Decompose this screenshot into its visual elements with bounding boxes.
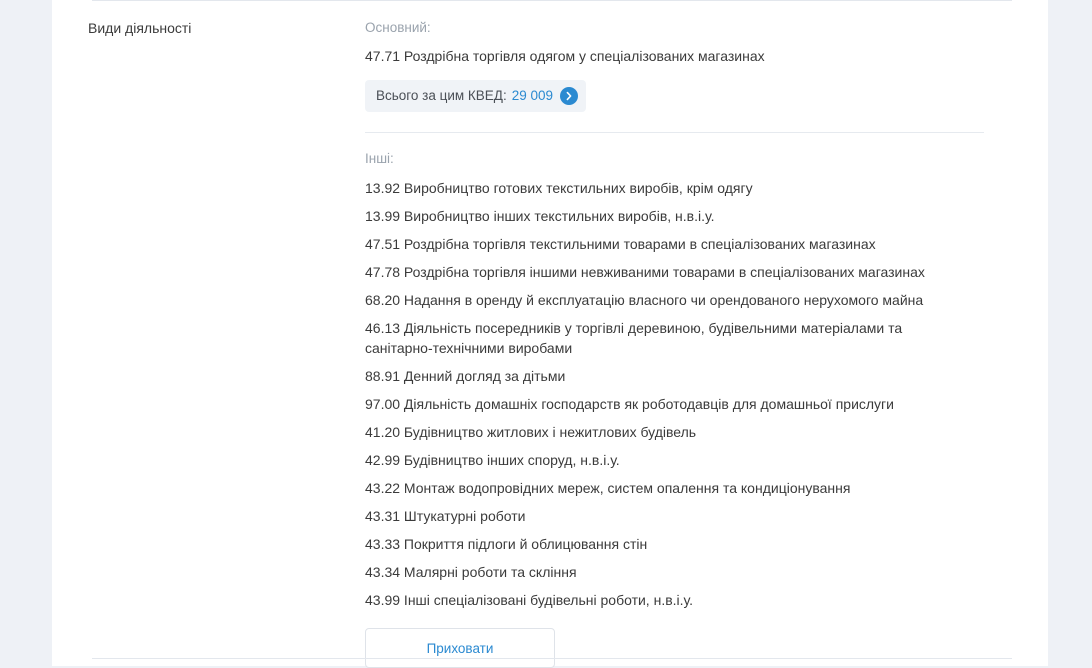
list-item: 13.92 Виробництво готових текстильних виробів, крім одягу <box>365 180 753 196</box>
list-item: 43.34 Малярні роботи та скління <box>365 564 577 580</box>
kved-total-value: 29 009 <box>511 88 553 103</box>
list-item: 88.91 Денний догляд за дітьми <box>365 368 566 384</box>
list-item: 41.20 Будівництво житлових і нежитлових будівель <box>365 424 697 440</box>
other-activities-list <box>365 178 1005 610</box>
main-activity-heading: Основний: <box>365 20 431 35</box>
kved-total-pill[interactable] <box>365 80 586 112</box>
right-gutter <box>1048 0 1092 666</box>
list-item: 43.33 Покриття підлоги й облицювання стін <box>365 536 648 552</box>
activities-label: Види діяльності <box>88 20 192 36</box>
chevron-right-icon[interactable] <box>560 87 578 105</box>
hide-button[interactable]: Приховати <box>365 628 555 668</box>
list-item: 68.20 Надання в оренду й експлуатацію власного чи орендованого нерухомого майна <box>365 292 924 308</box>
list-item: 46.13 Діяльність посередників у торгівлі деревиною, будівельними матеріалами та санітарно-технічними виробами <box>365 320 903 356</box>
kved-total-label: Всього за цим КВЕД: <box>376 88 507 103</box>
activities-card <box>52 0 1048 666</box>
section-divider <box>365 132 984 133</box>
list-item: 43.22 Монтаж водопровідних мереж, систем опалення та кондиціонування <box>365 480 851 496</box>
other-activities-heading: Інші: <box>365 151 394 166</box>
activities-row <box>52 0 1048 668</box>
list-item: 43.31 Штукатурні роботи <box>365 508 526 524</box>
list-item: 47.78 Роздрібна торгівля іншими невживаними товарами в спеціалізованих магазинах <box>365 264 925 280</box>
main-activity-text: 47.71 Роздрібна торгівля одягом у спеціалізованих магазинах <box>365 48 765 64</box>
list-item: 42.99 Будівництво інших споруд, н.в.і.у. <box>365 452 620 468</box>
activities-value-column <box>365 18 1005 668</box>
list-item: 47.51 Роздрібна торгівля текстильними товарами в спеціалізованих магазинах <box>365 236 876 252</box>
list-item: 13.99 Виробництво інших текстильних виробів, н.в.і.у. <box>365 208 715 224</box>
list-item: 43.99 Інші спеціалізовані будівельні роботи, н.в.і.у. <box>365 592 694 608</box>
bottom-divider <box>92 658 1012 659</box>
left-gutter <box>0 0 52 666</box>
list-item: 97.00 Діяльність домашніх господарств як роботодавців для домашньої прислуги <box>365 396 894 412</box>
